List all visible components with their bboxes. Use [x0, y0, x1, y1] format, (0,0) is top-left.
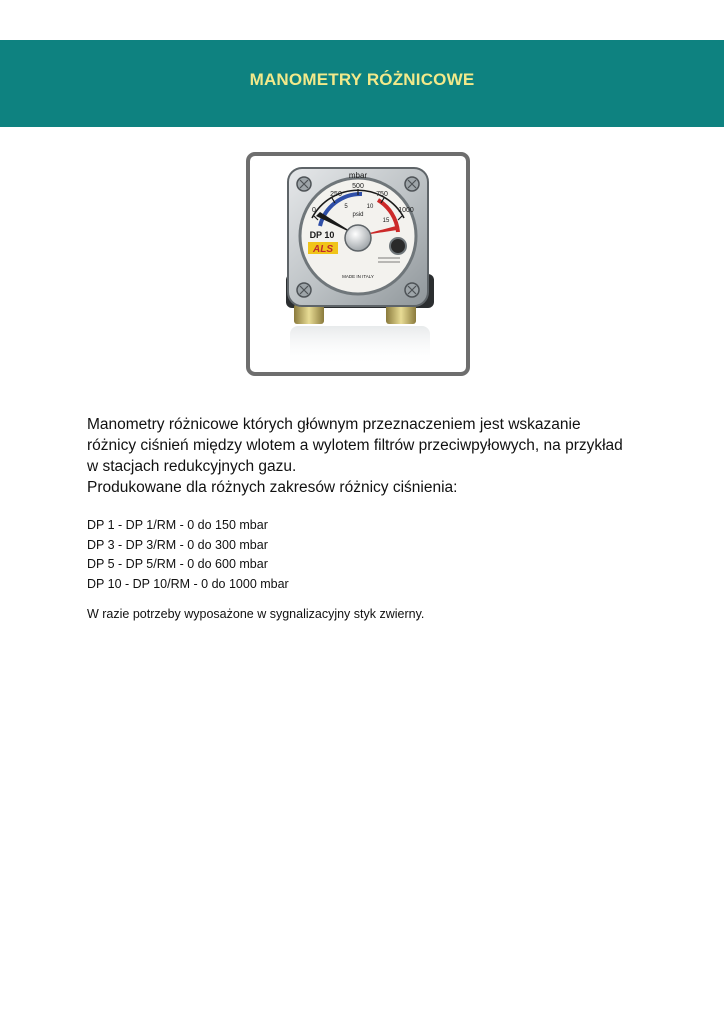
scale-label-500: 500: [352, 183, 364, 190]
intro-line-2: różnicy ciśnień między wlotem a wylotem filtrów przeciwpyłowych, na przykład: [87, 437, 623, 454]
intro-paragraph: [87, 414, 687, 498]
inner-scale-10: 10: [366, 204, 374, 210]
model-item: DP 5 - DP 5/RM - 0 do 600 mbar: [87, 557, 268, 571]
scale-label-750: 750: [376, 191, 388, 198]
model-label: DP 10: [309, 230, 335, 240]
scale-label-250: 250: [330, 191, 342, 198]
scale-label-0: 0: [312, 207, 316, 214]
page-title: MANOMETRY RÓŻNICOWE: [249, 70, 475, 89]
intro-line-3: w stacjach redukcyjnych gazu.: [87, 458, 297, 475]
product-photo-frame: [246, 152, 470, 376]
scale-label-1000: 1000: [398, 207, 414, 214]
aux-unit-label: psid: [352, 212, 364, 218]
brand-logo: ALS: [313, 244, 333, 255]
model-list: [87, 516, 587, 594]
model-item: DP 10 - DP 10/RM - 0 do 1000 mbar: [87, 576, 289, 591]
intro-line-4: Produkowane dla różnych zakresów różnicy ciśnienia:: [87, 479, 458, 496]
maker-text: MADE IN ITALY: [342, 274, 374, 279]
model-item: DP 3 - DP 3/RM - 0 do 300 mbar: [87, 537, 268, 552]
inner-scale-15: 15: [382, 218, 390, 224]
differential-manometer-image: [250, 156, 466, 372]
unit-label: mbar: [348, 171, 368, 180]
inner-scale-5: 5: [344, 204, 348, 210]
signal-contact-note: W razie potrzeby wyposażone w sygnalizacyjny styk zwierny.: [87, 607, 425, 621]
intro-line-1: Manometry różnicowe których głównym przeznaczeniem jest wskazanie: [87, 416, 581, 433]
model-item: DP 1 - DP 1/RM - 0 do 150 mbar: [87, 518, 268, 532]
